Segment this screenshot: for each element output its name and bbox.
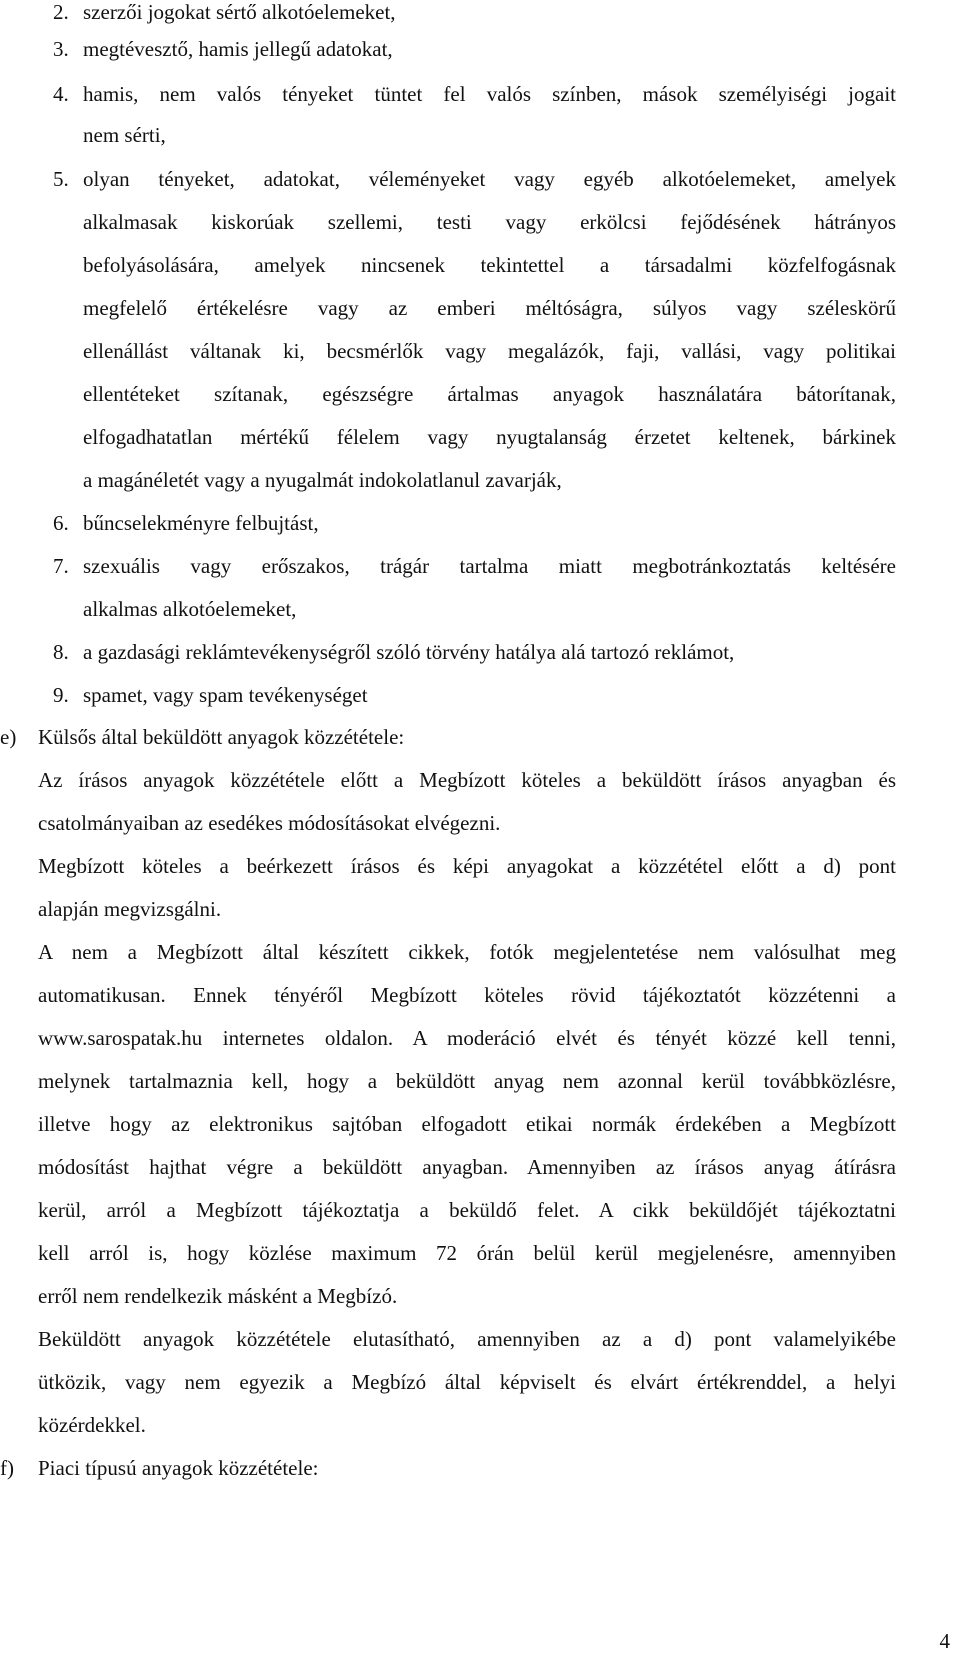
paragraph-line: melynek tartalmaznia kell, hogy a beküldött anyag nem azonnal kerül továbbközlésre, [38, 1069, 896, 1093]
list-number: 5. [53, 167, 69, 191]
paragraph-line: erről nem rendelkezik másként a Megbízó. [38, 1284, 398, 1308]
paragraph-line: ütközik, vagy nem egyezik a Megbízó által képviselt és elvárt értékrenddel, a helyi [38, 1370, 896, 1394]
list-number: 7. [53, 554, 69, 578]
paragraph-line: kell arról is, hogy közlése maximum 72 órán belül kerül megjelenésre, amennyiben [38, 1241, 896, 1265]
list-item-line: megtévesztő, hamis jellegű adatokat, [83, 37, 393, 61]
list-item-line: hamis, nem valós tényeket tüntet fel valós színben, mások személyiségi jogait [83, 82, 896, 106]
page-number: 4 [939, 1629, 950, 1653]
list-item-line: alkalmasak kiskorúak szellemi, testi vagy erkölcsi fejődésének hátrányos [83, 210, 896, 234]
list-item-line: megfelelő értékelésre vagy az emberi méltóságra, súlyos vagy széleskörű [83, 296, 896, 320]
paragraph-line: A nem a Megbízott által készített cikkek, fotók megjelentetése nem valósulhat meg [38, 940, 896, 964]
list-item-line: ellentéteket szítanak, egészségre ártalmas anyagok használatára bátorítanak, [83, 382, 896, 406]
list-number: 8. [53, 640, 69, 664]
paragraph-line: közérdekkel. [38, 1413, 146, 1437]
list-number: 4. [53, 82, 69, 106]
paragraph-line: csatolmányaiban az esedékes módosításokat elvégezni. [38, 811, 501, 835]
paragraph-line: illetve hogy az elektronikus sajtóban elfogadott etikai normák érdekében a Megbízott [38, 1112, 896, 1136]
list-item-line: befolyásolására, amelyek nincsenek tekintettel a társadalmi közfelfogásnak [83, 253, 896, 277]
list-number: 9. [53, 683, 69, 707]
list-item-line: ellenállást váltanak ki, becsmérlők vagy megalázók, faji, vallási, vagy politikai [83, 339, 896, 363]
list-number: 3. [53, 37, 69, 61]
paragraph-line: Beküldött anyagok közzététele elutasítható, amennyiben az a d) pont valamelyikébe [38, 1327, 896, 1351]
list-item-line: spamet, vagy spam tevékenységet [83, 683, 368, 707]
section-heading: Külsős által beküldött anyagok közzététele: [38, 725, 405, 749]
paragraph-line: www.sarospatak.hu internetes oldalon. A moderáció elvét és tényét közzé kell tenni, [38, 1026, 896, 1050]
paragraph-line: módosítást hajthat végre a beküldött anyagban. Amennyiben az írásos anyag átírásra [38, 1155, 896, 1179]
list-item-line: nem sérti, [83, 123, 166, 147]
list-item-line: szexuális vagy erőszakos, trágár tartalma miatt megbotránkoztatás keltésére [83, 554, 896, 578]
paragraph-line: kerül, arról a Megbízott tájékoztatja a beküldő felet. A cikk beküldőjét tájékoztatni [38, 1198, 896, 1222]
paragraph-line: alapján megvizsgálni. [38, 897, 222, 921]
list-number: 6. [53, 511, 69, 535]
list-item-line: olyan tényeket, adatokat, véleményeket vagy egyéb alkotóelemeket, amelyek [83, 167, 896, 191]
paragraph-line: Megbízott köteles a beérkezett írásos és képi anyagokat a közzététel előtt a d) pont [38, 854, 896, 878]
list-item-line: a gazdasági reklámtevékenységről szóló törvény hatálya alá tartozó reklámot, [83, 640, 735, 664]
list-item-line: elfogadhatatlan mértékű félelem vagy nyugtalanság érzetet keltenek, bárkinek [83, 425, 896, 449]
list-item-line: bűncselekményre felbujtást, [83, 511, 319, 535]
list-item-line: alkalmas alkotóelemeket, [83, 597, 297, 621]
section-letter: e) [0, 725, 17, 749]
section-heading: Piaci típusú anyagok közzététele: [38, 1456, 319, 1480]
paragraph-line: Az írásos anyagok közzététele előtt a Megbízott köteles a beküldött írásos anyagban és [38, 768, 896, 792]
paragraph-line: automatikusan. Ennek tényéről Megbízott köteles rövid tájékoztatót közzétenni a [38, 983, 896, 1007]
section-letter: f) [0, 1456, 14, 1480]
list-item-line: szerzői jogokat sértő alkotóelemeket, [83, 0, 396, 24]
list-item-line: a magánéletét vagy a nyugalmát indokolatlanul zavarják, [83, 468, 562, 492]
list-number: 2. [53, 0, 69, 24]
